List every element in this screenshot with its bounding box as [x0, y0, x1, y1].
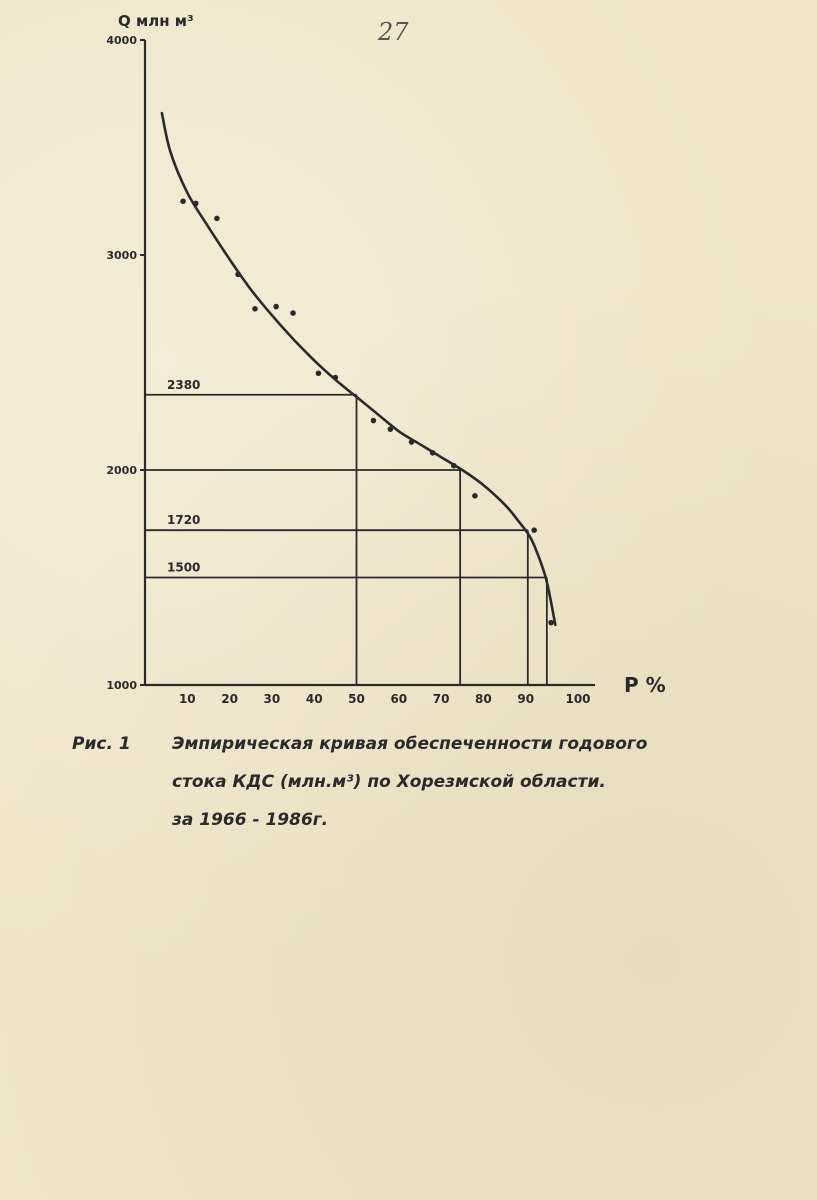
- points-group: [180, 198, 554, 625]
- x-tick-label-10: 10: [178, 692, 196, 706]
- reference-label-2: 1720: [167, 513, 201, 528]
- empirical-curve: [162, 113, 555, 625]
- y-axis-label: Q млн м³: [118, 12, 194, 30]
- caption-line-1: [72, 725, 772, 763]
- reference-lines: [145, 378, 547, 685]
- x-tick-label-20: 20: [221, 692, 238, 706]
- data-point-10: [388, 426, 394, 432]
- data-point-0: [180, 198, 186, 204]
- x-tick-label-50: 50: [348, 692, 365, 706]
- reference-label-0: 2380: [167, 377, 201, 392]
- data-point-15: [531, 527, 537, 533]
- x-tick-label-100: 100: [565, 692, 591, 706]
- x-tick-label-90: 90: [517, 692, 535, 706]
- data-point-12: [430, 450, 436, 456]
- data-point-8: [333, 375, 339, 381]
- data-point-5: [273, 304, 279, 310]
- reference-label-3: 1500: [167, 560, 201, 575]
- y-tick-label-4000: 4000: [106, 34, 137, 47]
- ticks: [106, 34, 590, 706]
- y-tick-label-1000: 1000: [106, 679, 137, 692]
- y-tick-label-3000: 3000: [106, 249, 137, 262]
- page-number: 27: [378, 18, 409, 46]
- caption-label: Рис. 1: [72, 734, 131, 754]
- curve-group: [162, 113, 555, 625]
- data-point-6: [290, 310, 296, 316]
- data-point-9: [371, 418, 377, 424]
- y-tick-label-2000: 2000: [106, 464, 137, 477]
- x-tick-label-30: 30: [263, 692, 281, 706]
- data-point-11: [409, 439, 415, 445]
- data-point-7: [316, 370, 322, 376]
- caption-line-2: стока КДС (млн.м³) по Хорезмской области.: [172, 772, 606, 792]
- data-point-13: [451, 463, 457, 469]
- data-point-16: [548, 620, 554, 626]
- data-point-3: [235, 272, 241, 278]
- figure-caption: [72, 725, 772, 839]
- x-axis-label: P %: [624, 673, 666, 697]
- data-point-14: [472, 493, 478, 499]
- data-point-4: [252, 306, 258, 312]
- x-tick-label-80: 80: [475, 692, 492, 706]
- data-point-1: [193, 201, 199, 207]
- caption-text-1: Эмпирическая кривая обеспеченности годового: [172, 734, 648, 754]
- caption-line-3: за 1966 - 1986г.: [172, 810, 329, 830]
- x-tick-label-70: 70: [432, 692, 450, 706]
- x-tick-label-40: 40: [305, 692, 323, 706]
- data-point-2: [214, 216, 220, 222]
- x-tick-label-60: 60: [390, 692, 408, 706]
